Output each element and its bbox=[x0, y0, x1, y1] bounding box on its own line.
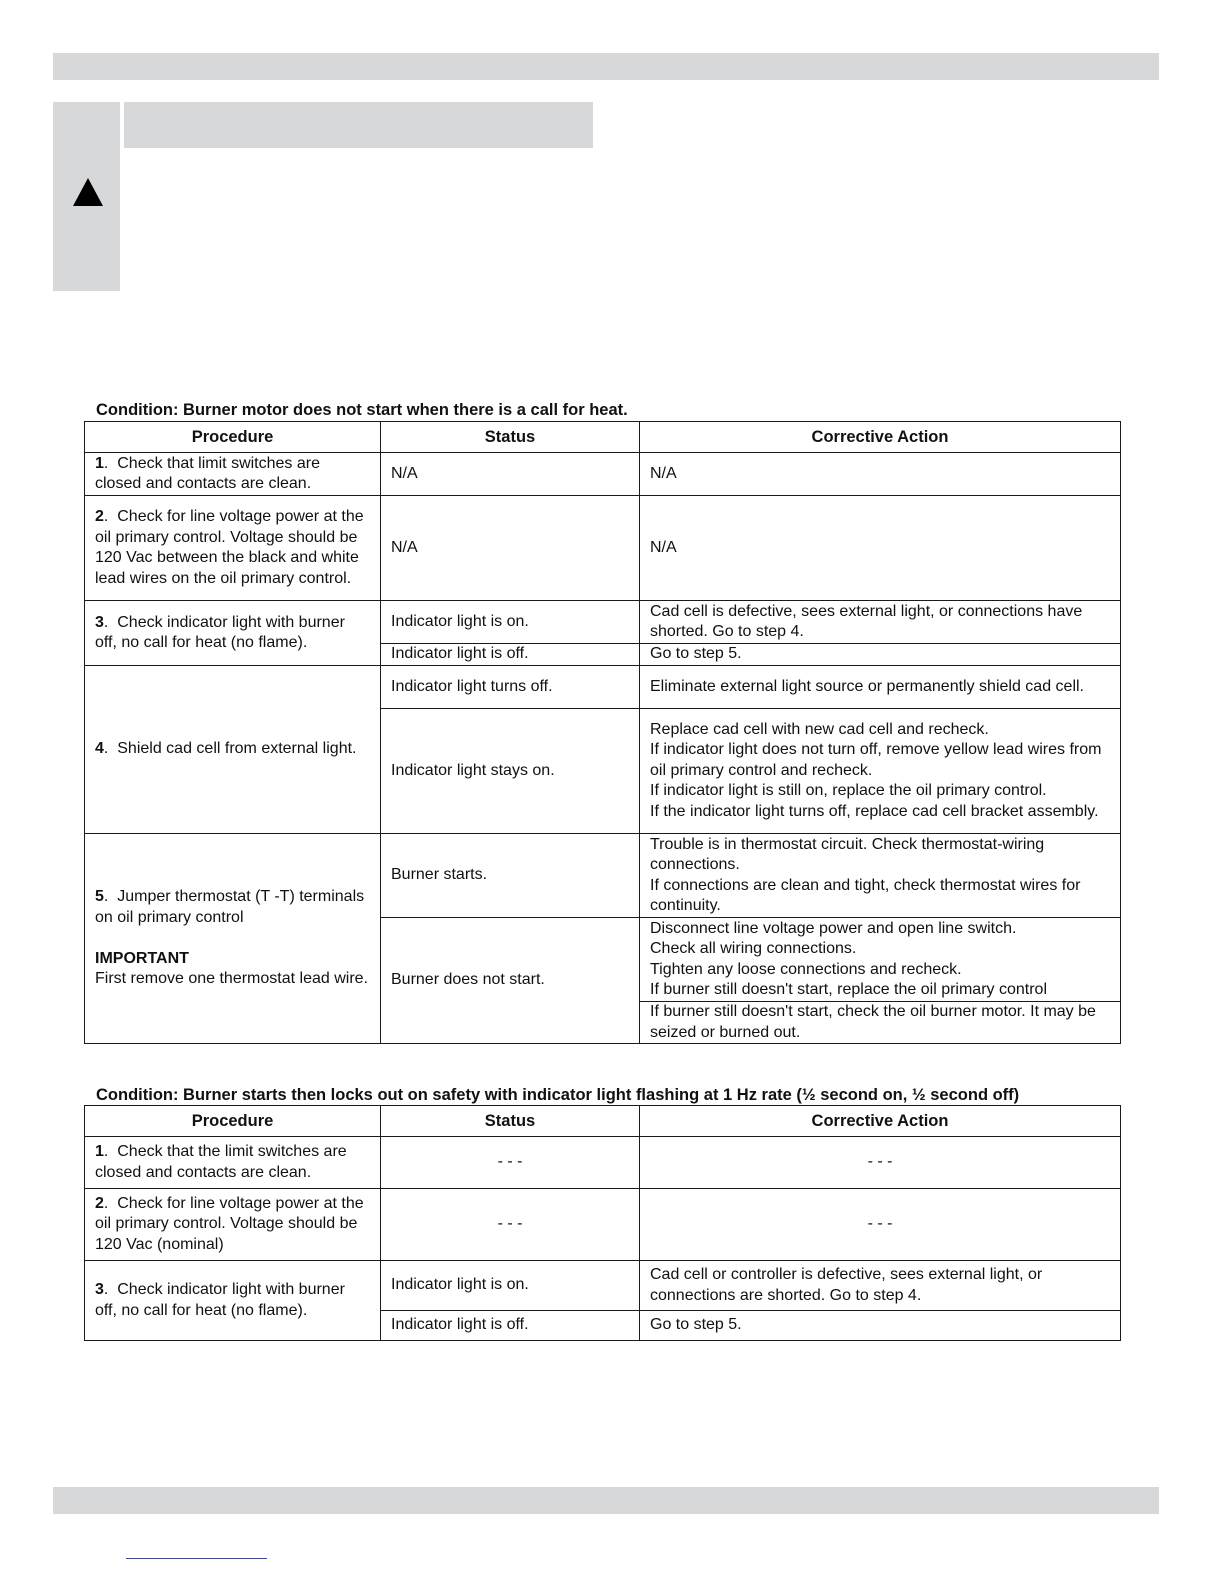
table-header-row bbox=[85, 1106, 1121, 1137]
action-cell: N/A bbox=[640, 453, 1121, 496]
troubleshooting-table-1 bbox=[84, 421, 1121, 1044]
footer-link-underline bbox=[126, 1558, 267, 1559]
condition-1-title: Condition: Burner motor does not start when there is a call for heat. bbox=[96, 401, 628, 419]
status-cell: N/A bbox=[381, 453, 640, 496]
status-cell: Indicator light is off. bbox=[381, 644, 640, 666]
table-row bbox=[85, 666, 1121, 709]
action-cell: - - - bbox=[640, 1137, 1121, 1189]
action-cell: Eliminate external light source or permanently shield cad cell. bbox=[640, 666, 1121, 709]
action-cell: Replace cad cell with new cad cell and recheck. If indicator light does not turn off, remove yellow lead wires from oil primary control and recheck. If indicator light is still on, replace the oil primary control. If the indicator light turns off, replace cad cell bracket assembly. bbox=[640, 709, 1121, 834]
header-band bbox=[53, 53, 1159, 80]
action-cell: Cad cell is defective, sees external light, or connections have shorted. Go to step 4. bbox=[640, 601, 1121, 644]
header-procedure: Procedure bbox=[85, 1106, 381, 1137]
action-cell: Trouble is in thermostat circuit. Check thermostat-wiring connections. If connections are clean and tight, check thermostat wires for continuity. bbox=[640, 834, 1121, 918]
action-cell: Go to step 5. bbox=[640, 1311, 1121, 1341]
troubleshooting-table-2 bbox=[84, 1105, 1121, 1341]
footer-band bbox=[53, 1487, 1159, 1514]
status-cell: - - - bbox=[381, 1189, 640, 1261]
status-cell: Indicator light stays on. bbox=[381, 709, 640, 834]
table-row bbox=[85, 1137, 1121, 1189]
header-corrective-action: Corrective Action bbox=[640, 422, 1121, 453]
status-cell: Indicator light is on. bbox=[381, 1261, 640, 1311]
header-status: Status bbox=[381, 1106, 640, 1137]
important-note: First remove one thermostat lead wire. bbox=[95, 970, 368, 988]
table-header-row bbox=[85, 422, 1121, 453]
header-status: Status bbox=[381, 422, 640, 453]
warning-triangle-icon bbox=[72, 177, 104, 207]
action-cell: Disconnect line voltage power and open line switch. Check all wiring connections. Tighten any loose connections and recheck. If burner still doesn't start, replace the oil primary control bbox=[640, 918, 1121, 1002]
status-cell: Indicator light is off. bbox=[381, 1311, 640, 1341]
action-cell: Cad cell or controller is defective, sees external light, or connections are shorted. Go to step 4. bbox=[640, 1261, 1121, 1311]
status-cell: Burner does not start. bbox=[381, 918, 640, 1044]
status-cell: Indicator light is on. bbox=[381, 601, 640, 644]
action-cell: - - - bbox=[640, 1189, 1121, 1261]
procedure-cell: 5. Jumper thermostat (T -T) terminals on oil primary control IMPORTANT First remove one thermostat lead wire. bbox=[85, 834, 381, 1044]
procedure-cell: 3. Check indicator light with burner off, no call for heat (no flame). bbox=[85, 1261, 381, 1341]
table-row bbox=[85, 496, 1121, 601]
action-cell: N/A bbox=[640, 496, 1121, 601]
table-row bbox=[85, 453, 1121, 496]
status-cell: Burner starts. bbox=[381, 834, 640, 918]
status-cell: Indicator light turns off. bbox=[381, 666, 640, 709]
procedure-cell: 2. Check for line voltage power at the oil primary control. Voltage should be 120 Vac between the black and white lead wires on the oil primary control. bbox=[85, 496, 381, 601]
procedure-cell: 3. Check indicator light with burner off, no call for heat (no flame). bbox=[85, 601, 381, 666]
procedure-cell: 2. Check for line voltage power at the oil primary control. Voltage should be 120 Vac (nominal) bbox=[85, 1189, 381, 1261]
table-row bbox=[85, 1261, 1121, 1311]
table-row bbox=[85, 601, 1121, 644]
action-cell: If burner still doesn't start, check the oil burner motor. It may be seized or burned out. bbox=[640, 1002, 1121, 1044]
status-cell: - - - bbox=[381, 1137, 640, 1189]
important-label: IMPORTANT bbox=[95, 949, 189, 967]
action-cell: Go to step 5. bbox=[640, 644, 1121, 666]
table-row bbox=[85, 1189, 1121, 1261]
header-procedure: Procedure bbox=[85, 422, 381, 453]
header-corrective-action: Corrective Action bbox=[640, 1106, 1121, 1137]
warning-header-band bbox=[124, 102, 593, 148]
procedure-cell: 1. Check that the limit switches are closed and contacts are clean. bbox=[85, 1137, 381, 1189]
status-cell: N/A bbox=[381, 496, 640, 601]
table-row bbox=[85, 834, 1121, 918]
procedure-cell: 4. Shield cad cell from external light. bbox=[85, 666, 381, 834]
condition-2-title: Condition: Burner starts then locks out on safety with indicator light flashing at 1 Hz rate (½ second on, ½ second off) bbox=[96, 1086, 1020, 1104]
procedure-cell: 1. Check that limit switches are closed and contacts are clean. bbox=[85, 453, 381, 496]
